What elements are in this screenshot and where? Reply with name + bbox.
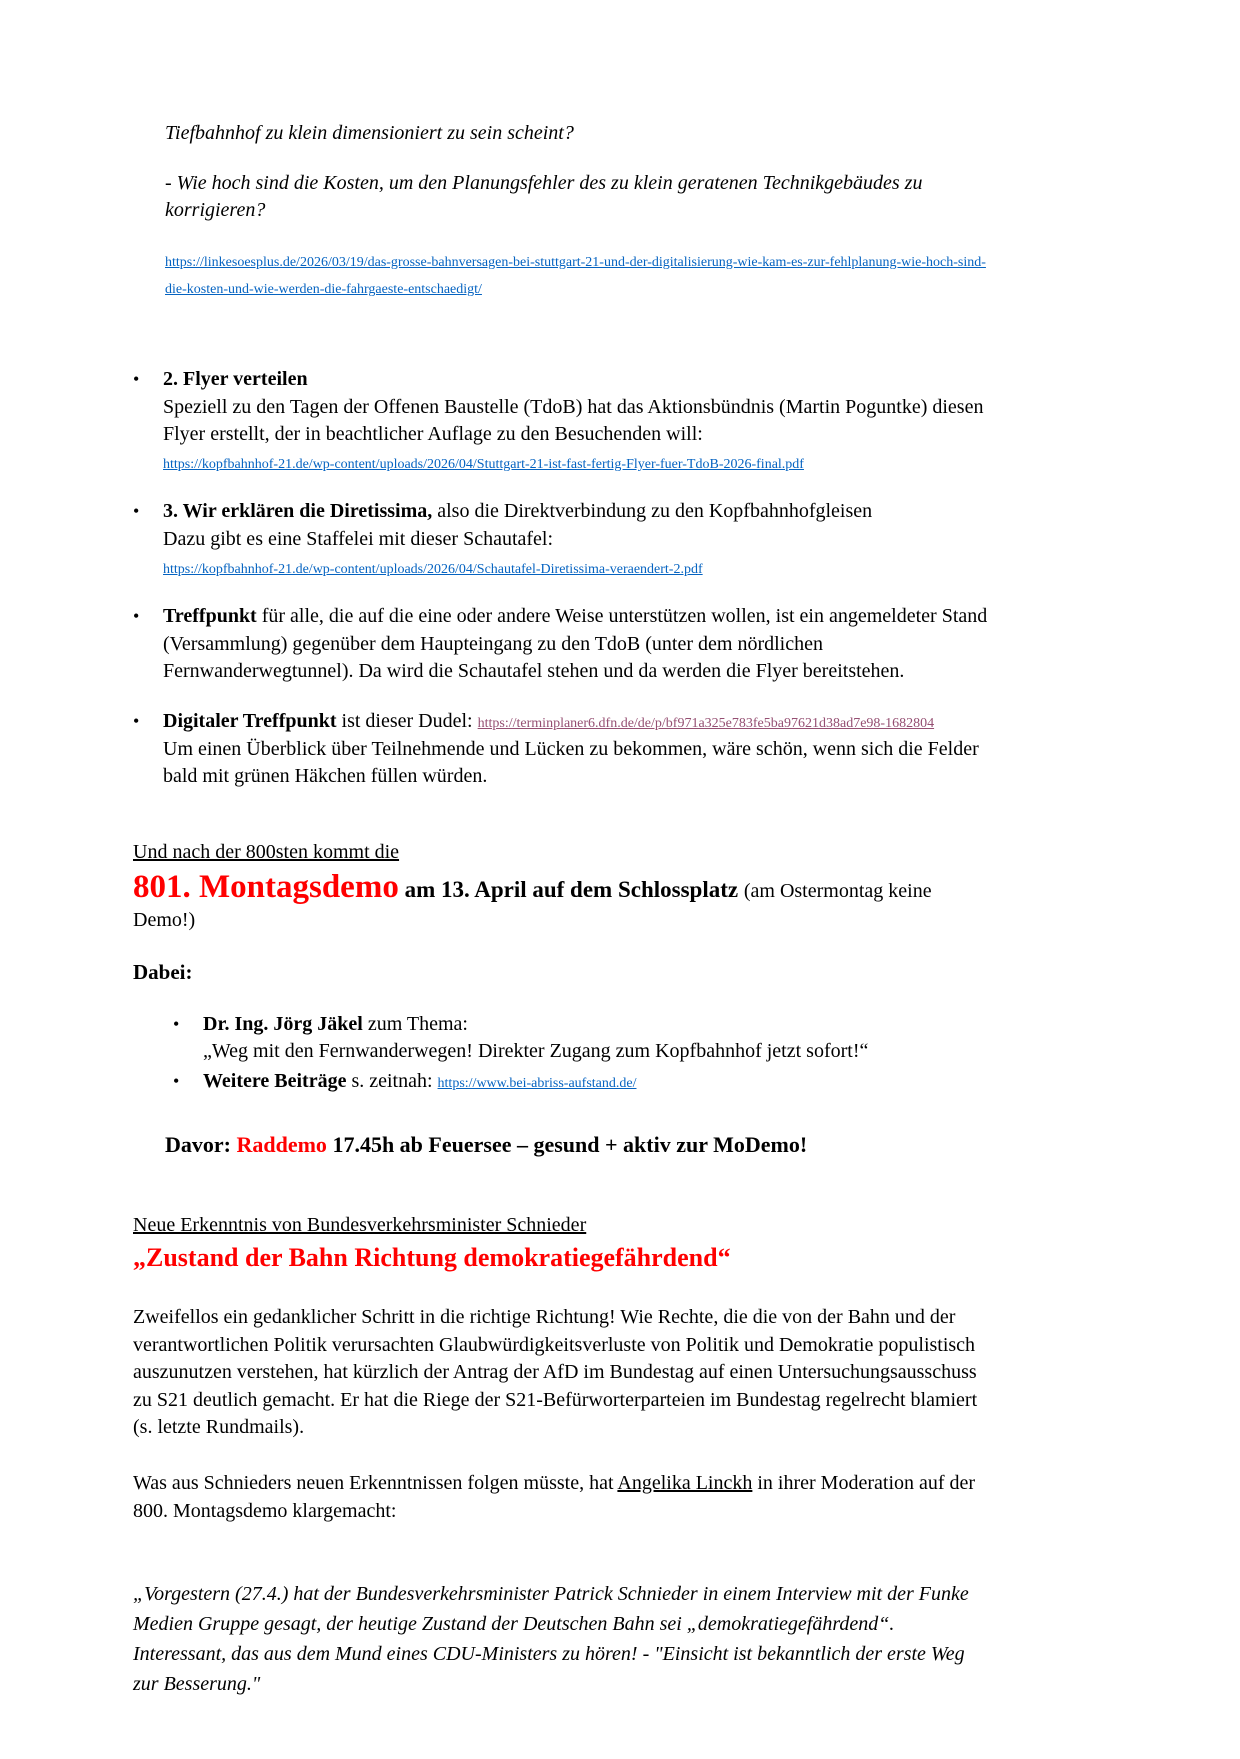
flyer-item-text: [163, 366, 990, 476]
list-item-more-contributions: [173, 1068, 990, 1096]
flyer-pdf-link[interactable]: https://kopfbahnhof-21.de/wp-content/uploads/2026/04/Stuttgart-21-ist-fast-fertig-Flyer-fuer-TdoB-2026-final.pdf: [163, 456, 804, 472]
spacer: [133, 813, 990, 839]
intro-line-1: Tiefbahnhof zu klein dimensioniert zu sein scheint?: [165, 122, 574, 144]
demo-note: (am Ostermontag keine Demo!): [133, 880, 932, 931]
digital-body: Um einen Überblick über Teilnehmende und Lücken zu bekommen, wäre schön, wenn sich die Felder bald mit grünen Häkchen füllen würden.: [163, 737, 979, 788]
bullet-marker: •: [133, 710, 140, 731]
bullet-marker: •: [133, 501, 140, 522]
list-item-treffpunkt: [133, 603, 990, 686]
p2-pre: Was aus Schnieders neuen Erkenntnissen folgen müsste, hat: [133, 1472, 618, 1495]
raddemo-red-word: Raddemo: [236, 1131, 327, 1157]
list-item-flyer: [133, 366, 990, 476]
linkesoesplus-link[interactable]: https://linkesoesplus.de/2026/03/19/das-grosse-bahnversagen-bei-stuttgart-21-und-der-digitalisierung-wie-kam-es-zur-fehlplanung-wie-hoch-sind-die-kosten-und-wie-werden-die-fahrgaeste-entschaedigt/: [165, 254, 986, 298]
bullet-marker: •: [173, 1071, 180, 1092]
raddemo-line: [165, 1130, 990, 1160]
list-item-digital-treffpunkt: [133, 708, 990, 791]
speaker-topic: „Weg mit den Fernwanderwegen! Direkter Zugang zum Kopfbahnhof jetzt sofort!“: [203, 1040, 869, 1063]
diretissima-title: 3. Wir erklären die Diretissima,: [163, 500, 433, 523]
speaker-item-text: [203, 1011, 990, 1066]
speaker-rest: zum Thema:: [362, 1012, 468, 1035]
p2-post: in ihrer Moderation auf der 800. Montagsdemo klargemacht:: [133, 1472, 976, 1522]
demo-headline: [133, 868, 990, 932]
list-item-speaker: [173, 1011, 990, 1066]
raddemo-rest: 17.45h ab Feuersee – gesund + aktiv zur MoDemo!: [326, 1131, 808, 1157]
digital-lead: ist dieser Dudel:: [336, 709, 478, 732]
diretissima-line2: Dazu gibt es eine Staffelei mit dieser Schautafel:: [163, 527, 554, 550]
schautafel-pdf-link[interactable]: https://kopfbahnhof-21.de/wp-content/uploads/2026/04/Schautafel-Diretissima-veraendert-2.pdf: [163, 561, 703, 577]
bullet-marker: •: [133, 606, 140, 627]
treffpunkt-rest: für alle, die auf die eine oder andere Weise unterstützen wollen, ist ein angemeldeter Stand (Versammlung) gegenüber dem Haupteingang zu den TdoB (unter dem nördlichen Fernwanderwegtunnel). Da wird die Schautafel stehen und da werden die Flyer bereitstehen.: [163, 605, 988, 683]
diretissima-rest: also die Direktverbindung zu den Kopfbahnhofgleisen: [432, 500, 873, 523]
spacer: [133, 1160, 990, 1212]
treffpunkt-title: Treffpunkt: [163, 605, 257, 628]
angelika-linckh-name: Angelika Linckh: [617, 1472, 753, 1495]
more-item-text: [203, 1068, 990, 1096]
schnieder-paragraph-2: [133, 1470, 990, 1525]
intro-line-2: - Wie hoch sind die Kosten, um den Planungsfehler des zu klein geratenen Technikgebäudes zu korrigieren?: [165, 171, 923, 222]
schnieder-paragraph-1: Zweifellos ein gedanklicher Schritt in die richtige Richtung! Wie Rechte, die die von der Bahn und der verantwortlichen Politik verursachten Glaubwürdigkeitsverluste von Politik und Demokratie populistisch auszunutzen verstehen, hat kürzlich der Antrag der AfD im Bundestag auf einen Untersuchungsausschuss zu S21 deutlich gemacht. Er hat die Riege der S21-Befürworterparteien im Bundestag regelrecht blamiert (s. letzte Rundmails).: [133, 1306, 978, 1439]
action-bullet-list: [133, 366, 990, 791]
dabei-label: Dabei:: [133, 959, 193, 984]
speaker-name: Dr. Ing. Jörg Jäkel: [203, 1012, 363, 1035]
intro-link-paragraph: [165, 247, 990, 302]
raddemo-pre: Davor:: [165, 1131, 237, 1157]
schnieder-quote: „Vorgestern (27.4.) hat der Bundesverkehrsminister Patrick Schnieder in einem Interview mit der Funke Medien Gruppe gesagt, der heutige Zustand der Deutschen Bahn sei „demokratiegefährdend“. Interessant, das aus dem Mund eines CDU-Ministers zu hören! - "Einsicht ist bekanntlich der erste Weg zur Besserung.": [133, 1583, 969, 1696]
digital-item-text: [163, 708, 990, 791]
bullet-marker: •: [133, 368, 140, 389]
demo-date-place: am 13. April auf dem Schlossplatz: [398, 877, 744, 903]
digital-title: Digitaler Treffpunkt: [163, 709, 337, 732]
spacer: [133, 1553, 990, 1579]
demo-lead-line: Und nach der 800sten kommt die: [133, 840, 400, 863]
more-title: Weitere Beiträge: [203, 1070, 347, 1093]
terminplaner-link[interactable]: https://terminplaner6.dfn.de/de/p/bf971a325e783fe5ba97621d38ad7e98-1682804: [477, 715, 935, 731]
schnieder-kicker: Neue Erkenntnis von Bundesverkehrsminister Schnieder: [133, 1213, 587, 1236]
demo-number-title: 801. Montagsdemo: [133, 869, 399, 906]
demo-speakers-list: [173, 1011, 990, 1096]
treffpunkt-item-text: [163, 603, 990, 686]
more-rest: s. zeitnah:: [346, 1070, 438, 1093]
schnieder-headline: „Zustand der Bahn Richtung demokratiegefährdend“: [133, 1242, 731, 1272]
bei-abriss-aufstand-link[interactable]: https://www.bei-abriss-aufstand.de/: [437, 1076, 637, 1092]
bullet-marker: •: [173, 1013, 180, 1034]
list-item-diretissima: [133, 498, 990, 581]
diretissima-item-text: [163, 498, 990, 581]
flyer-title: 2. Flyer verteilen: [163, 367, 308, 390]
flyer-body: Speziell zu den Tagen der Offenen Baustelle (TdoB) hat das Aktionsbündnis (Martin Poguntke) diesen Flyer erstellt, der in beachtlicher Auflage zu den Besuchenden will:: [163, 395, 984, 446]
